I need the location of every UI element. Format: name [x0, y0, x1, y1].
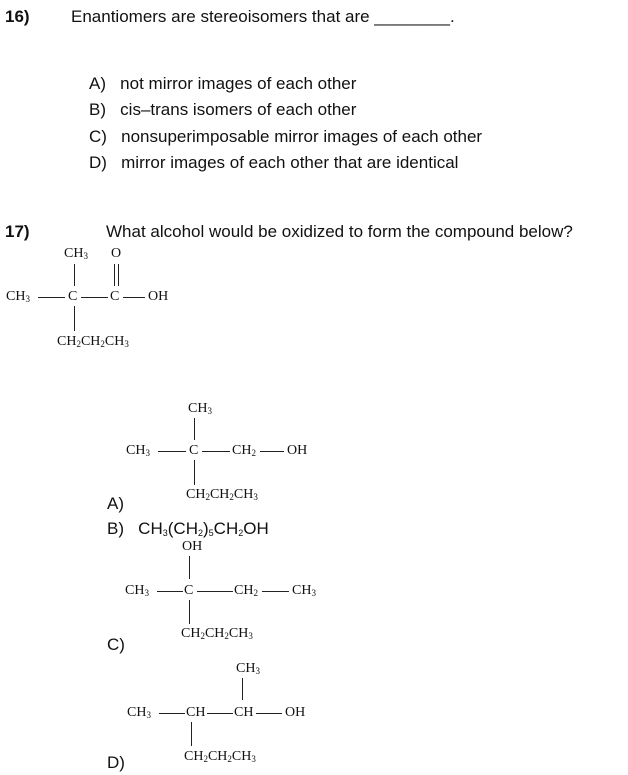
option-b [89, 100, 356, 120]
question-number: 16) [5, 7, 30, 26]
bond [207, 713, 233, 714]
hydroxyl: OH [287, 443, 308, 458]
methine-carbon-1: CH [186, 705, 206, 720]
option-text: cis–trans isomers of each other [120, 100, 357, 119]
bond [81, 297, 108, 298]
hydroxyl: OH [148, 289, 169, 304]
option-c-letter: C) [107, 635, 125, 654]
propyl-group: $CH_2CH_2CH_3$ [186, 487, 258, 502]
option-letter: C) [89, 127, 107, 146]
quaternary-carbon: C [189, 443, 199, 458]
bond [189, 600, 190, 624]
double-bond-2 [118, 264, 119, 286]
bond [194, 460, 195, 485]
option-letter: D) [89, 153, 107, 172]
bond [202, 451, 230, 452]
methine-carbon-2: CH [234, 705, 254, 720]
option-d-letter: D) [107, 753, 125, 772]
methylene: $CH_2$ [232, 443, 256, 458]
bond [191, 722, 192, 746]
bond [242, 678, 243, 700]
quaternary-carbon: C [184, 583, 194, 598]
top-methyl: $CH_3$ [188, 401, 212, 416]
top-methyl: $CH_3$ [236, 661, 260, 676]
bond [38, 297, 65, 298]
methylene: $CH_2$ [234, 583, 258, 598]
option-a [89, 74, 356, 94]
option-b [107, 519, 269, 539]
option-letter: B) [89, 100, 106, 119]
bond [123, 297, 145, 298]
option-d [89, 153, 458, 173]
option-formula: $CH_3(CH_2)_5CH_2OH$ [138, 519, 269, 538]
option-letter: B) [107, 519, 124, 538]
double-bond-1 [114, 264, 115, 286]
top-hydroxyl: OH [182, 539, 203, 554]
question-prompt: Enantiomers are stereoisomers that are ________. [71, 7, 455, 26]
top-methyl: $CH_3$ [64, 246, 88, 261]
option-letter: A) [89, 74, 106, 93]
carbonyl-carbon: C [110, 289, 120, 304]
right-methyl: $CH_3$ [292, 583, 316, 598]
option-text: mirror images of each other that are identical [121, 153, 459, 172]
hydroxyl: OH [285, 705, 306, 720]
bond [189, 556, 190, 579]
bond [74, 264, 75, 286]
bond [74, 306, 75, 331]
bond [197, 591, 233, 592]
question-prompt: What alcohol would be oxidized to form the compound below? [106, 222, 573, 241]
quaternary-carbon: C [68, 289, 78, 304]
propyl-group: $CH_2CH_2CH_3$ [181, 626, 253, 641]
left-methyl: $CH_3$ [125, 583, 149, 598]
bond [194, 418, 195, 440]
bond [158, 451, 186, 452]
left-methyl: $CH_3$ [127, 705, 151, 720]
left-methyl: $CH_3$ [126, 443, 150, 458]
bond [159, 713, 185, 714]
bond [262, 591, 289, 592]
option-text: not mirror images of each other [120, 74, 357, 93]
bond [256, 713, 282, 714]
propyl-group: $CH_2CH_2CH_3$ [57, 334, 129, 349]
option-a-letter: A) [107, 494, 124, 513]
carbonyl-oxygen: O [111, 246, 122, 261]
propyl-group: $CH_2CH_2CH_3$ [184, 749, 256, 764]
left-methyl: $CH_3$ [6, 289, 30, 304]
bond [157, 591, 183, 592]
question-number: 17) [5, 222, 30, 241]
bond [260, 451, 284, 452]
option-c [89, 127, 482, 147]
option-text: nonsuperimposable mirror images of each other [121, 127, 483, 146]
